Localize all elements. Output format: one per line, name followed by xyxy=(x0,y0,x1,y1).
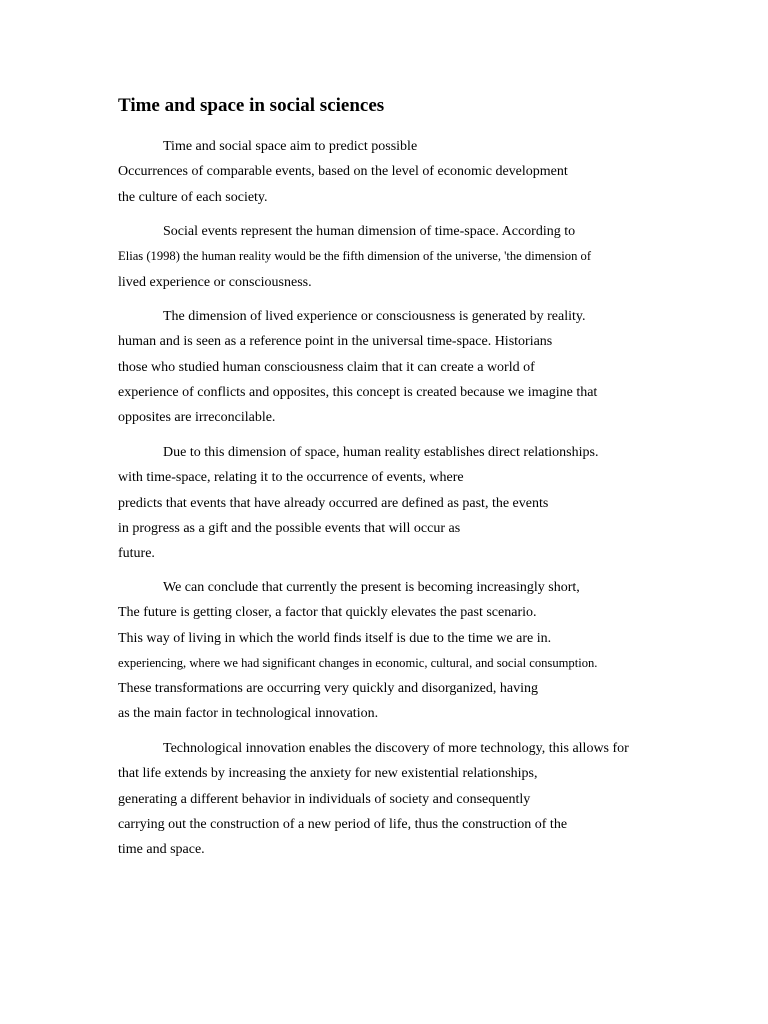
text-line: opposites are irreconcilable. xyxy=(118,410,276,426)
text-line: Elias (1998) the human reality would be the fifth dimension of the universe, 'the dimension of xyxy=(118,249,592,264)
text-line: predicts that events that have already occurred are defined as past, the events xyxy=(118,495,549,511)
text-line: experiencing, where we had significant changes in economic, cultural, and social consumption. xyxy=(118,655,598,670)
text-line: Occurrences of comparable events, based on the level of economic development xyxy=(118,164,568,180)
document-title: Time and space in social sciences xyxy=(118,95,385,116)
text-line: carrying out the construction of a new period of life, thus the construction of the xyxy=(118,816,568,832)
text-line: This way of living in which the world finds itself is due to the time we are in. xyxy=(118,630,552,646)
text-line: that life extends by increasing the anxiety for new existential relationships, xyxy=(118,766,538,782)
paragraph-6 xyxy=(118,736,758,862)
text-line: those who studied human consciousness claim that it can create a world of xyxy=(118,359,535,375)
text-line: time and space. xyxy=(118,842,205,858)
text-line: as the main factor in technological innovation. xyxy=(118,706,379,722)
text-line: Time and social space aim to predict possible xyxy=(163,139,418,154)
text-line: Due to this dimension of space, human reality establishes direct relationships. xyxy=(163,445,599,460)
text-line: human and is seen as a reference point in the universal time-space. Historians xyxy=(118,334,553,350)
text-line: The dimension of lived experience or consciousness is generated by reality. xyxy=(163,309,586,324)
text-line: with time-space, relating it to the occurrence of events, where xyxy=(118,470,464,486)
text-line: experience of conflicts and opposites, this concept is created because we imagine that xyxy=(118,384,598,400)
text-line: the culture of each society. xyxy=(118,189,268,205)
paragraph-3 xyxy=(118,304,758,430)
text-line: We can conclude that currently the present is becoming increasingly short, xyxy=(163,580,580,595)
paragraph-1 xyxy=(118,134,758,210)
text-line: Technological innovation enables the discovery of more technology, this allows for xyxy=(163,741,629,756)
text-line: Social events represent the human dimension of time-space. According to xyxy=(163,224,576,239)
text-line: future. xyxy=(118,546,155,562)
text-line: lived experience or consciousness. xyxy=(118,274,312,290)
text-line: The future is getting closer, a factor that quickly elevates the past scenario. xyxy=(118,605,537,621)
paragraph-2 xyxy=(118,219,758,295)
text-line: These transformations are occurring very quickly and disorganized, having xyxy=(118,681,538,697)
paragraph-4 xyxy=(118,440,758,566)
paragraph-5 xyxy=(118,575,758,727)
text-line: generating a different behavior in individuals of society and consequently xyxy=(118,791,531,807)
text-line: in progress as a gift and the possible events that will occur as xyxy=(118,520,461,536)
